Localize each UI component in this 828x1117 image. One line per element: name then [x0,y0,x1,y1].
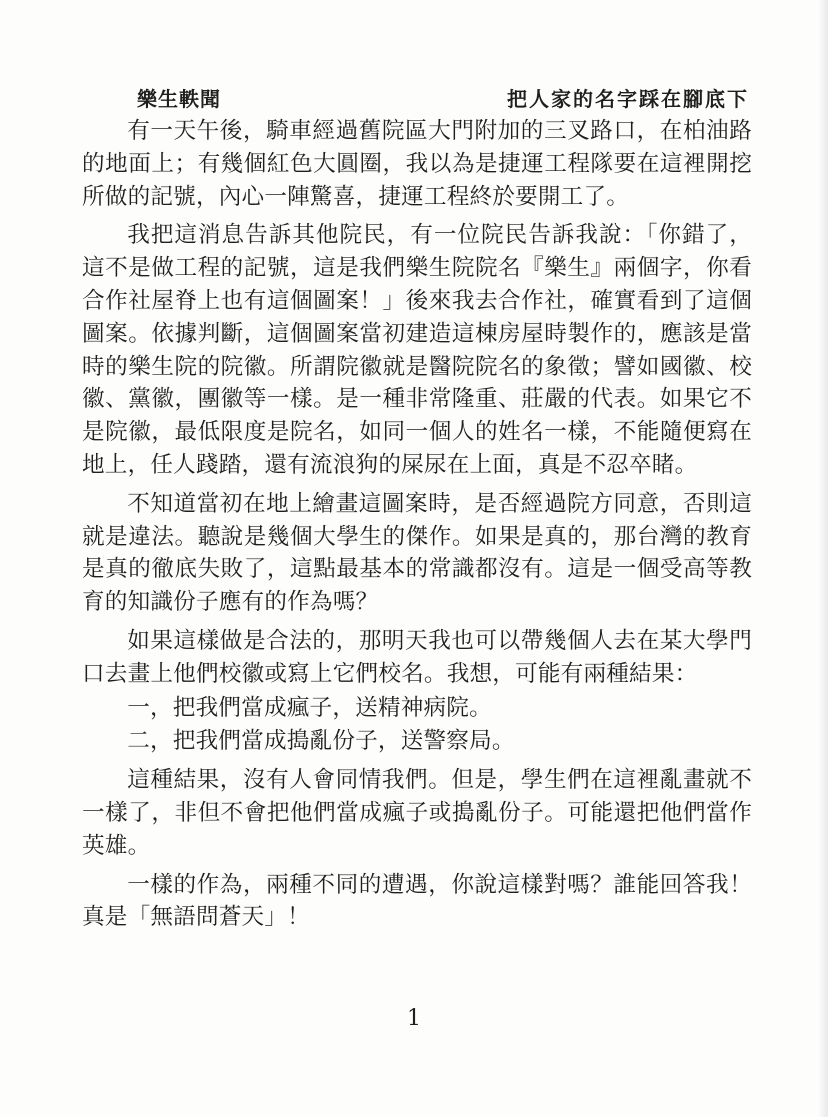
paragraph-3: 不知道當初在地上繪畫這圖案時，是否經過院方同意，否則這就是違法。聽說是幾個大學生的傑作。如果是真的，那台灣的教育是真的徹底失敗了，這點最基本的常識都沒有。這是一個受高等教育的知識份子應有的作為嗎？ [82,490,752,616]
paragraph-5: 這種結果，沒有人會同情我們。但是，學生們在這裡亂畫就不一樣了，非但不會把他們當成瘋子或搗亂份子。可能還把他們當作英雄。 [82,767,752,859]
header-chapter-title: 把人家的名字踩在腳底下 [507,87,749,111]
page-number: 1 [407,1006,421,1031]
header-book-title: 樂生軼聞 [137,87,221,111]
paragraph-1: 有一天午後，騎車經過舊院區大門附加的三叉路口，在柏油路的地面上；有幾個紅色大圓圈，我以為是捷運工程隊要在這裡開挖所做的記號，內心一陣驚喜，捷運工程終於要開工了。 [82,118,752,210]
list-item-2: 二，把我們當成搗亂份子，送警察局。 [127,728,515,755]
running-header [137,83,749,113]
body-text [82,115,752,934]
paragraph-2: 我把這消息告訴其他院民，有一位院民告訴我說：「你錯了，這不是做工程的記號，這是我們樂生院院名『樂生』兩個字，你看合作社屋脊上也有這個圖案！」後來我去合作社，確實看到了這個圖案。依據判斷，這個圖案當初建造這棟房屋時製作的，應該是當時的樂生院的院徽。所謂院徽就是醫院院名的象徵；譬如國徽、校徽、黨徽，團徽等一樣。是一種非常隆重、莊嚴的代表。如果它不是院徽，最低限度是院名，如同一個人的姓名一樣，不能隨便寫在地上，任人踐踏，還有流浪狗的屎尿在上面，真是不忍卒睹。 [82,222,752,478]
page-edge-shadow [818,0,828,1117]
paragraph-4: 如果這樣做是合法的，那明天我也可以帶幾個人去在某大學門口去畫上他們校徽或寫上它們校名。我想，可能有兩種結果： [82,627,752,687]
list-item-1: 一，把我們當成瘋子，送精神病院。 [127,694,492,721]
paragraph-6: 一樣的作為，兩種不同的遭遇，你說這樣對嗎？誰能回答我！真是「無語問蒼天」！ [82,871,752,931]
